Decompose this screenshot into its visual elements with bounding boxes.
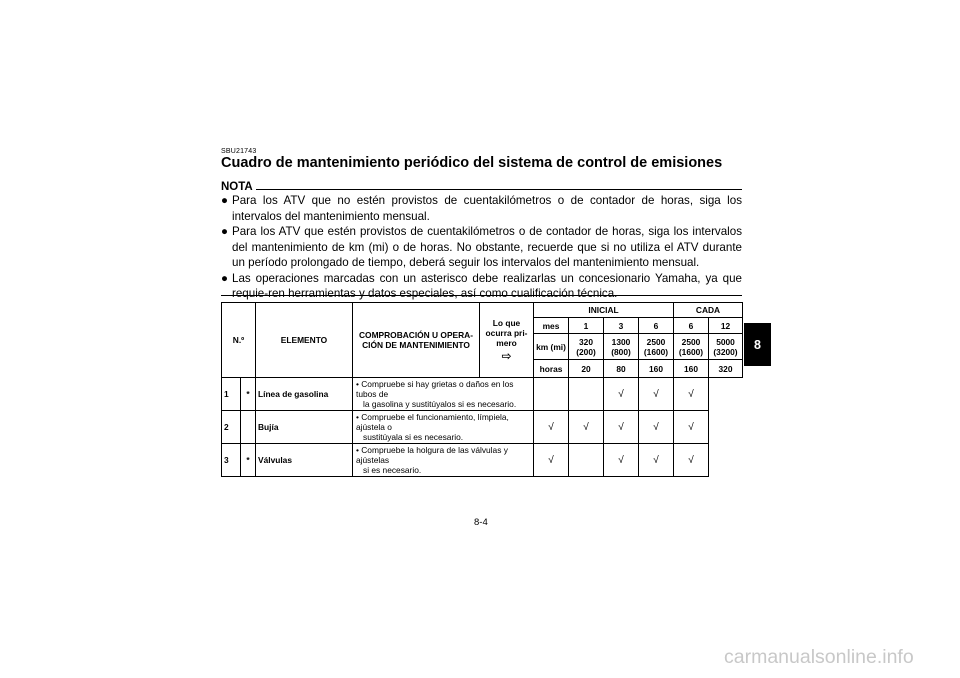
interval-value: 160 xyxy=(639,360,674,378)
section-code: SBU21743 xyxy=(221,148,257,155)
note-item xyxy=(221,271,742,302)
item-mark: √ xyxy=(534,444,569,477)
note-item xyxy=(221,224,742,271)
maintenance-table xyxy=(221,302,743,477)
interval-value: 2500 (1600) xyxy=(674,334,709,360)
table-row xyxy=(222,411,743,444)
bullet-icon: ● xyxy=(221,194,229,207)
item-asterisk: * xyxy=(241,444,256,477)
col-header-initial: INICIAL xyxy=(534,303,674,318)
note-header xyxy=(221,181,742,193)
interval-unit: horas xyxy=(534,360,569,378)
interval-value: 320 (200) xyxy=(569,334,604,360)
item-mark: √ xyxy=(534,411,569,444)
interval-value: 6 xyxy=(674,318,709,334)
table-row xyxy=(222,378,743,411)
item-check-line: • Compruebe si hay grietas o daños en los tubos de xyxy=(356,379,514,399)
item-mark: √ xyxy=(674,411,709,444)
item-asterisk xyxy=(241,411,256,444)
note-rule xyxy=(254,189,742,190)
item-mark xyxy=(534,378,569,411)
item-mark: √ xyxy=(639,411,674,444)
table-header-row xyxy=(222,303,743,318)
item-element: Línea de gasolina xyxy=(256,378,353,411)
item-mark: √ xyxy=(604,378,639,411)
item-mark: √ xyxy=(604,411,639,444)
item-mark: √ xyxy=(639,444,674,477)
arrow-right-icon: ⇨ xyxy=(501,349,512,363)
item-number: 3 xyxy=(222,444,241,477)
item-mark: √ xyxy=(569,411,604,444)
page-number: 8-4 xyxy=(474,517,488,528)
interval-unit: km (mi) xyxy=(534,334,569,360)
note-list xyxy=(221,193,742,302)
item-element: Válvulas xyxy=(256,444,353,477)
page-title: Cuadro de mantenimiento periódico del sistema de control de emisiones xyxy=(221,155,723,171)
item-mark: √ xyxy=(639,378,674,411)
col-header-check: COMPROBACIÓN U OPERA-CIÓN DE MANTENIMIENTO xyxy=(353,303,480,378)
interval-value: 1 xyxy=(569,318,604,334)
interval-value: 160 xyxy=(674,360,709,378)
item-check-line: la gasolina y sustitúyalos si es necesario. xyxy=(363,399,517,409)
item-check xyxy=(353,378,534,411)
col-header-element: ELEMENTO xyxy=(256,303,353,378)
item-check xyxy=(353,411,534,444)
col-header-first xyxy=(480,303,534,378)
bullet-icon: ● xyxy=(221,271,229,285)
interval-value: 1300 (800) xyxy=(604,334,639,360)
item-mark: √ xyxy=(674,378,709,411)
interval-unit: mes xyxy=(534,318,569,334)
note-item-text: Para los ATV que estén provistos de cuentakilómetros o de contador de horas, siga los intervalos del mantenimiento de km (mi) o de horas. No obstante, recuerde que si no utiliza el ATV durante un período prolongado de tiempo, deberá seguir los intervalos del mantenimiento mensual. xyxy=(232,225,742,269)
item-asterisk: * xyxy=(241,378,256,411)
item-check-line: si es necesario. xyxy=(363,465,422,475)
interval-value: 3 xyxy=(604,318,639,334)
note-end-rule xyxy=(221,295,742,296)
interval-value: 5000 (3200) xyxy=(709,334,743,360)
interval-value: 6 xyxy=(639,318,674,334)
watermark: carmanualsonline.info xyxy=(724,646,914,668)
chapter-tab: 8 xyxy=(744,323,771,366)
item-mark xyxy=(569,444,604,477)
item-check-line: • Compruebe el funcionamiento, límpiela, ajústela o xyxy=(356,412,509,432)
note-item-text: Para los ATV que no estén provistos de cuentakilómetros o de contador de horas, siga los intervalos del mantenimiento mensual. xyxy=(232,194,742,223)
item-check-line: sustitúyala si es necesario. xyxy=(363,432,464,442)
col-header-no: N.º xyxy=(222,303,256,378)
first-label: Lo que ocurra pri-mero xyxy=(485,318,528,348)
item-mark xyxy=(569,378,604,411)
item-number: 1 xyxy=(222,378,241,411)
item-check xyxy=(353,444,534,477)
item-number: 2 xyxy=(222,411,241,444)
item-check-line: • Compruebe la holgura de las válvulas y ajústelas xyxy=(356,445,508,465)
interval-value: 20 xyxy=(569,360,604,378)
item-mark: √ xyxy=(674,444,709,477)
table-row xyxy=(222,444,743,477)
interval-value: 12 xyxy=(709,318,743,334)
item-mark: √ xyxy=(604,444,639,477)
note-item-text: Las operaciones marcadas con un asterisco debe realizarlas un concesionario Yamaha, ya que requie-ren herramientas y datos especiales, así como cualificación técnica. xyxy=(232,271,742,300)
interval-value: 2500 (1600) xyxy=(639,334,674,360)
note-item xyxy=(221,193,742,224)
bullet-icon: ● xyxy=(221,225,229,238)
note-label: NOTA xyxy=(221,181,256,193)
interval-value: 320 xyxy=(709,360,743,378)
col-header-every: CADA xyxy=(674,303,743,318)
item-element: Bujía xyxy=(256,411,353,444)
interval-value: 80 xyxy=(604,360,639,378)
